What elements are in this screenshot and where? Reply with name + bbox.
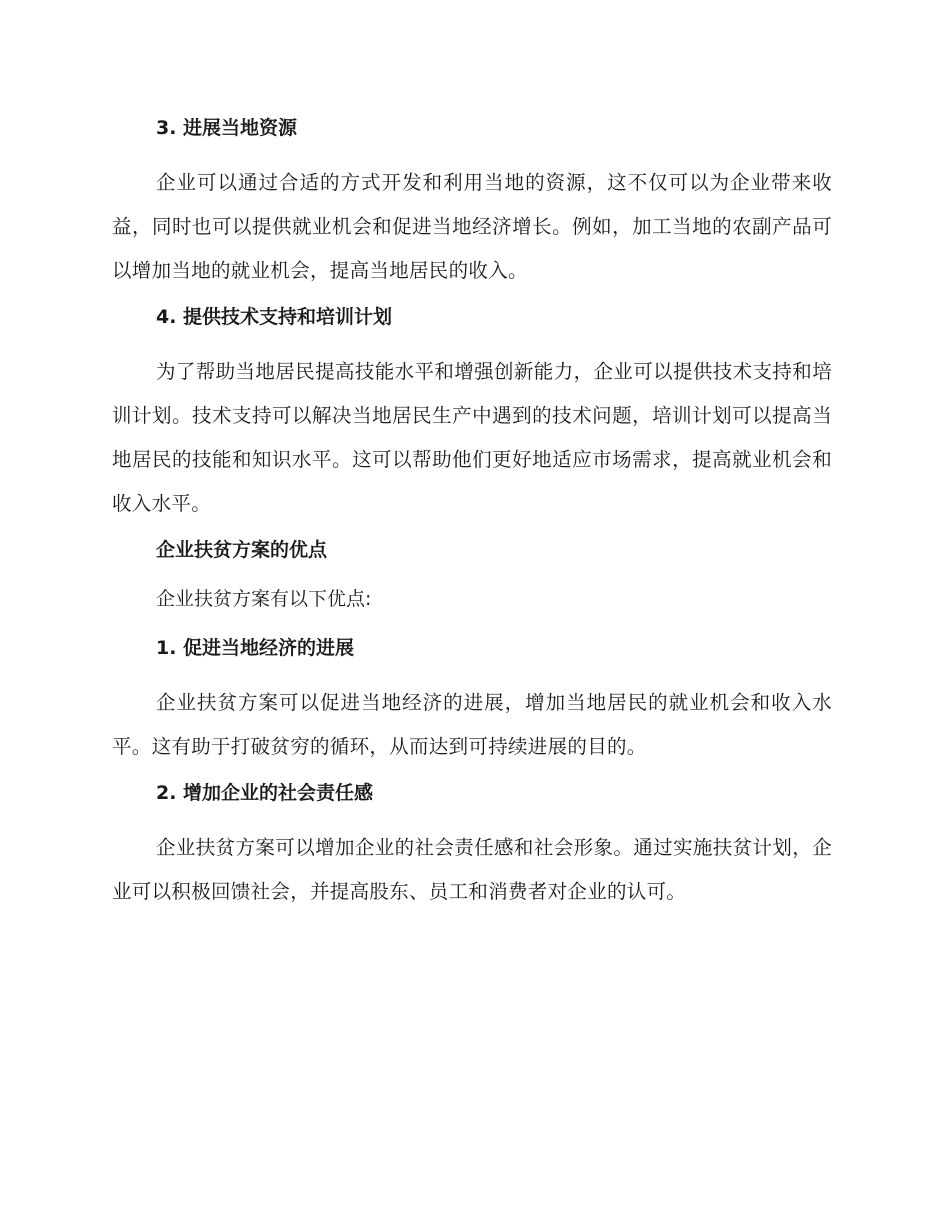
paragraph-responsibility: 企业扶贫方案可以增加企业的社会责任感和社会形象。通过实施扶贫计划，企业可以积极回馈社会，并提高股东、员工和消费者对企业的认可。 bbox=[112, 836, 832, 903]
section-heading-advantages: 企业扶贫方案的优点 bbox=[156, 539, 328, 561]
paragraph-economy: 企业扶贫方案可以促进当地经济的进展，增加当地居民的就业机会和收入水平。这有助于打破贫穷的循环，从而达到可持续进展的目的。 bbox=[112, 691, 832, 758]
paragraph-local-resources: 企业可以通过合适的方式开发和利用当地的资源，这不仅可以为企业带来收益，同时也可以提供就业机会和促进当地经济增长。例如，加工当地的农副产品可以增加当地的就业机会，提高当地居民的收入。 bbox=[112, 171, 832, 282]
section-heading-3: 3. 进展当地资源 bbox=[156, 117, 298, 139]
section-heading-4: 4. 提供技术支持和培训计划 bbox=[156, 306, 393, 328]
advantages-intro: 企业扶贫方案有以下优点: bbox=[156, 588, 372, 610]
advantage-heading-1: 1. 促进当地经济的进展 bbox=[156, 637, 355, 659]
document-page bbox=[112, 112, 832, 922]
advantage-heading-2: 2. 增加企业的社会责任感 bbox=[156, 782, 374, 804]
paragraph-tech-support: 为了帮助当地居民提高技能水平和增强创新能力，企业可以提供技术支持和培训计划。技术支持可以解决当地居民生产中遇到的技术问题，培训计划可以提高当地居民的技能和知识水平。这可以帮助他们更好地适应市场需求，提高就业机会和收入水平。 bbox=[112, 360, 832, 515]
